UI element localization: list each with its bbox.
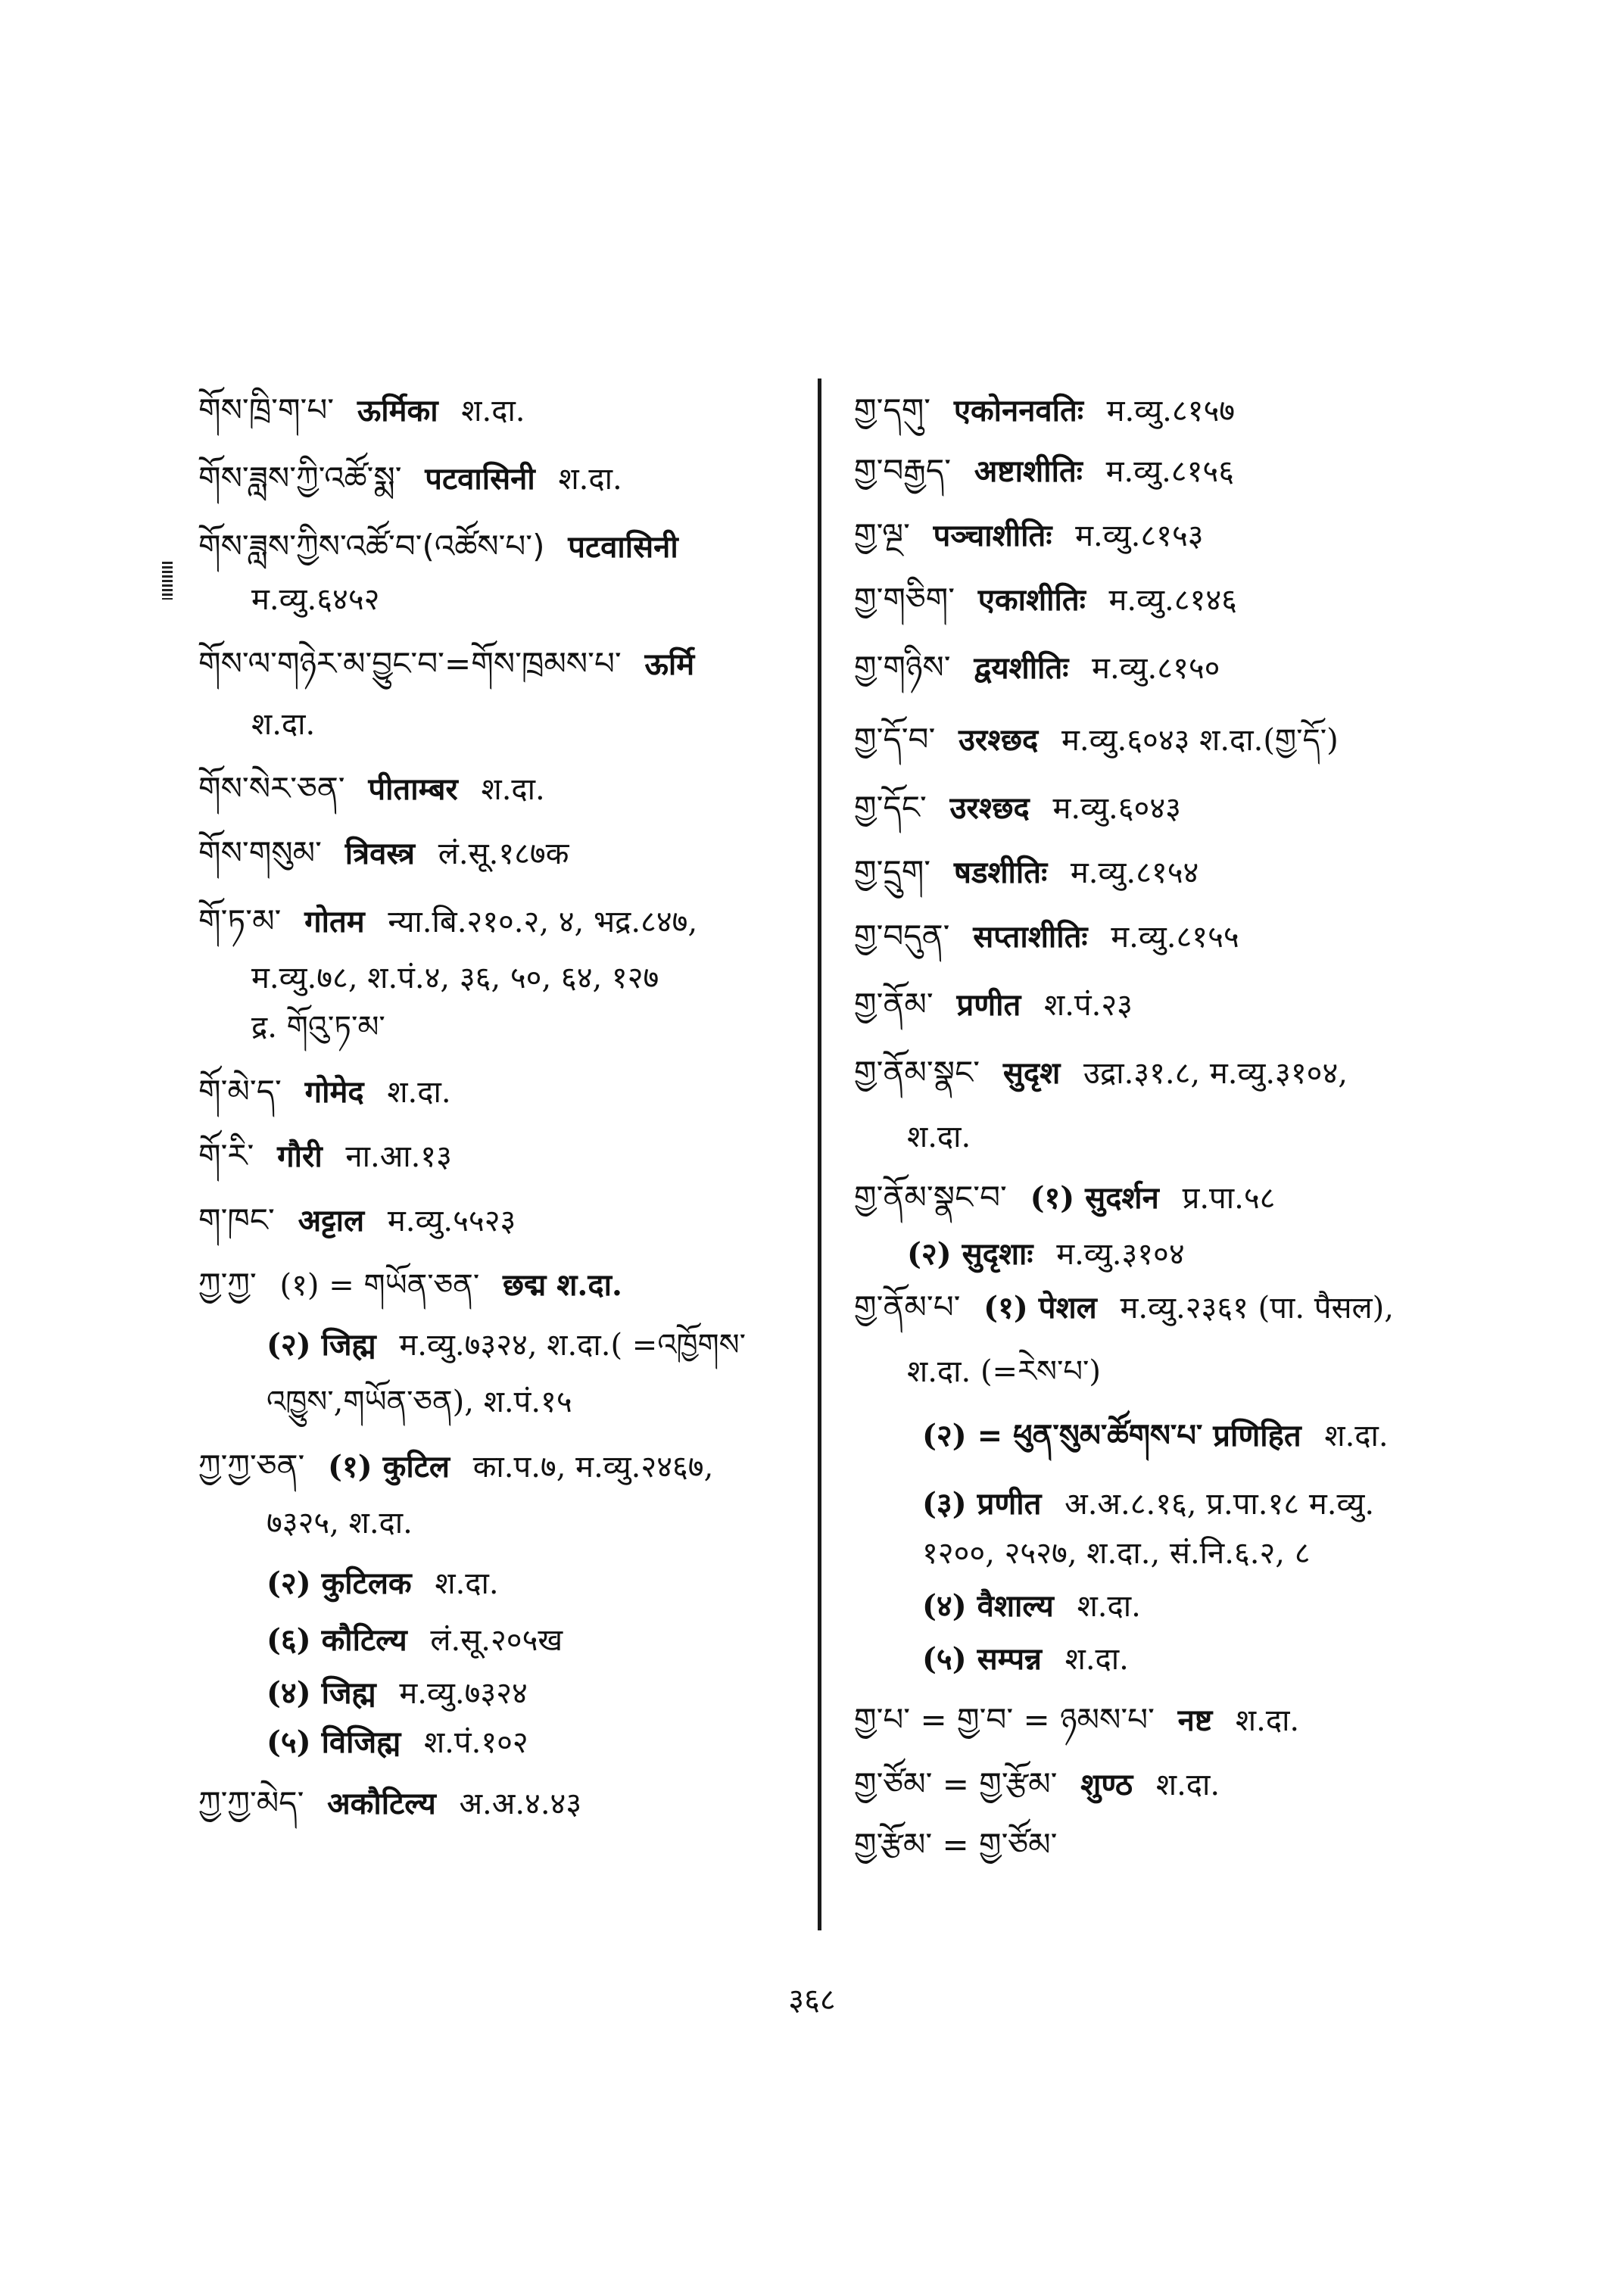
sanskrit-equivalent: उरश्छद bbox=[949, 790, 1030, 826]
sanskrit-equivalent: एकोननवतिः bbox=[953, 393, 1083, 428]
source-reference: म.व्यु.७८, श.पं.४, ३६, ५०, ६४, १२७ bbox=[251, 961, 659, 995]
sanskrit-equivalent: (५) सम्पन्न bbox=[922, 1641, 1042, 1677]
tibetan-headword: ཀྱ་ཀྱ་ཅན་ bbox=[198, 1447, 305, 1485]
sanskrit-equivalent: पटवासिनी bbox=[568, 529, 678, 565]
tibetan-headword: གོས་སེར་ཅན་ bbox=[198, 770, 345, 807]
entry-line bbox=[198, 768, 545, 809]
source-reference: श.दा. bbox=[481, 772, 545, 807]
entry-line bbox=[854, 579, 1237, 620]
source-reference: अ.अ.८.१६, प्र.पा.१८ म.व्यु. bbox=[1064, 1487, 1375, 1522]
tibetan-headword: གོས་ལ་གཉེར་མ་བྱུང་བ་=གོས་ཁྲམས་པ་ bbox=[198, 645, 622, 682]
tibetan-headword: གྱ་གཅིག་ bbox=[854, 581, 955, 618]
source-reference: श.दा. (=རེས་པ་) bbox=[907, 1354, 1102, 1389]
source-reference: श.दा. bbox=[558, 462, 622, 497]
sanskrit-equivalent: (६) कौटिल्य bbox=[267, 1622, 407, 1658]
cross-reference: द्र. གོའུ་ཏ་མ་ bbox=[251, 1010, 385, 1045]
source-reference: श.दा. bbox=[461, 394, 525, 428]
source-reference: का.प.७, म.व्यु.२४६७, bbox=[472, 1450, 714, 1485]
tibetan-headword: གྱ་དྲུག་ bbox=[854, 853, 931, 890]
entry-line bbox=[854, 852, 1199, 893]
source-reference: उद्रा.३१.८, म.व्यु.३१०४, bbox=[1083, 1056, 1348, 1091]
sanskrit-equivalent: (१) सुदर्शन bbox=[1030, 1180, 1159, 1216]
sanskrit-equivalent: ऊर्मि bbox=[644, 646, 695, 682]
tibetan-headword: གྱ་ནོམ་སྣང་ bbox=[854, 1054, 980, 1091]
sanskrit-equivalent: (४) जिह्म bbox=[267, 1675, 376, 1711]
tibetan-headword: གྱ་བརྒྱད་ bbox=[854, 452, 952, 489]
tibetan-headword: གྱ་གཉིས་ bbox=[854, 649, 951, 686]
sanskrit-equivalent: षडशीतिः bbox=[953, 855, 1048, 890]
sanskrit-equivalent: अट्टाल bbox=[298, 1203, 365, 1238]
source-reference: म.व्यु.८१५७ bbox=[1106, 394, 1236, 428]
sense-line bbox=[922, 1639, 1129, 1680]
source-reference: म.व्यु.८१५५ bbox=[1111, 920, 1239, 955]
sanskrit-equivalent: (४) वैशाल्य bbox=[922, 1588, 1054, 1624]
source-reference: म.व्यु.६४५२ bbox=[251, 582, 380, 617]
entry-continuation bbox=[267, 1503, 413, 1544]
entry-line bbox=[198, 901, 697, 942]
sanskrit-equivalent: प्रणीत bbox=[956, 987, 1021, 1023]
tibetan-headword: གོས་ཟླས་ཀྱིས་འཚོ་བ་(འཚོས་པ་) bbox=[198, 528, 545, 565]
entry-line bbox=[854, 1699, 1299, 1740]
tibetan-headword: གྱ་ནོམ་སྣང་བ་ bbox=[854, 1179, 1007, 1216]
tibetan-headword: ག་ཁང་ bbox=[198, 1201, 275, 1238]
source-reference: म.व्यु.८१५६ bbox=[1105, 454, 1234, 489]
source-reference: म.व्यु.६०४३ श.दा.(གྱ་དོ་) bbox=[1061, 723, 1339, 758]
sanskrit-equivalent: पीताम्बर bbox=[368, 771, 458, 807]
tibetan-headword: གྱ་དོ་བ་ bbox=[854, 721, 936, 758]
source-reference: म.व्यु.८१४६ bbox=[1108, 583, 1237, 618]
tibetan-headword: གོ་མེ་ད་ bbox=[198, 1073, 282, 1110]
source-reference: अ.अ.४.४३ bbox=[459, 1787, 582, 1821]
entry-line bbox=[854, 787, 1181, 828]
sanskrit-equivalent: त्रिवस्त्र bbox=[344, 836, 416, 871]
sanskrit-equivalent: सुदृश bbox=[1002, 1055, 1061, 1091]
entry-line bbox=[854, 1287, 1394, 1328]
sanskrit-equivalent: द्वयशीतिः bbox=[974, 650, 1069, 686]
sanskrit-equivalent: अकौटिल्य bbox=[327, 1786, 436, 1821]
source-reference: न्या.बि.२१०.२, ४, भद्र.८४७, bbox=[388, 905, 698, 939]
entry-line bbox=[854, 647, 1220, 688]
entry-line bbox=[854, 390, 1235, 431]
sense-gloss: (१) = གཡོན་ཅན་ bbox=[279, 1268, 480, 1303]
entry-continuation bbox=[251, 579, 379, 620]
tibetan-headword: ཀྱ་ཀྱ་ bbox=[198, 1266, 257, 1303]
source-reference: लं.सू.१८७क bbox=[438, 837, 569, 871]
source-reference: म.व्यु.८१५० bbox=[1092, 651, 1220, 686]
source-reference: ७३२५, श.दा. bbox=[267, 1506, 413, 1541]
tibetan-headword: གོ་རི་ bbox=[198, 1137, 254, 1174]
entry-line bbox=[854, 916, 1239, 957]
sanskrit-equivalent: अष्टाशीतिः bbox=[974, 453, 1083, 489]
tibetan-headword: གྱ་རྩོམ་ = གྱ་ཙོམ་ bbox=[854, 1826, 1058, 1863]
source-reference: श.दा. bbox=[1064, 1642, 1129, 1677]
sense-line bbox=[267, 1620, 563, 1661]
source-reference: म.व्यु.५५२३ bbox=[387, 1204, 516, 1238]
source-reference: श.दा. bbox=[907, 1120, 971, 1154]
entry-line bbox=[198, 1783, 581, 1824]
sanskrit-equivalent: सप्ताशीतिः bbox=[973, 919, 1088, 955]
tibetan-headword: གྱ་དོང་ bbox=[854, 789, 927, 826]
sense-line bbox=[907, 1234, 1185, 1275]
source-reference: १२००, २५२७, श.दा., सं.नि.६.२, ८ bbox=[922, 1536, 1311, 1571]
source-reference: म.व्यु.८१५३ bbox=[1075, 519, 1204, 553]
entry-line bbox=[198, 1136, 452, 1176]
source-reference: श.दा. bbox=[1155, 1768, 1220, 1802]
sense-line bbox=[267, 1325, 746, 1366]
source-reference: श.दा. bbox=[1324, 1419, 1389, 1453]
source-reference: श.दा. bbox=[435, 1566, 499, 1601]
entry-continuation bbox=[267, 1382, 572, 1422]
tibetan-headword: གྱ་པ་ = གྱ་བ་ = ཉམས་པ་ bbox=[854, 1701, 1155, 1738]
sanskrit-equivalent: (२) सुदृशाः bbox=[907, 1236, 1033, 1272]
entry-line bbox=[854, 984, 1133, 1025]
entry-continuation bbox=[251, 958, 659, 999]
sanskrit-equivalent: नष्ट bbox=[1177, 1703, 1213, 1738]
sanskrit-equivalent: (३) प्रणीत bbox=[922, 1486, 1042, 1522]
margin-tick-marks bbox=[162, 562, 173, 600]
entry-line bbox=[198, 833, 569, 874]
sanskrit-equivalent: गोतम bbox=[304, 904, 365, 939]
source-reference: म.व्यु.८१५४ bbox=[1070, 855, 1199, 890]
tibetan-headword: གྱ་བདུན་ bbox=[854, 918, 950, 955]
tibetan-headword: གྱ་དགུ་ bbox=[854, 391, 931, 428]
tibetan-headword: གྱ་ནོམ་པ་ bbox=[854, 1288, 961, 1326]
source-reference: म.व्यु.२३६१ (पा. पैसल), bbox=[1120, 1291, 1394, 1326]
entry-line bbox=[198, 1264, 622, 1305]
tibetan-headword: ཀྱ་ཀྱ་མེད་ bbox=[198, 1784, 304, 1821]
tibetan-headword: གོས་གསུམ་ bbox=[198, 834, 322, 871]
sense-line bbox=[267, 1563, 499, 1604]
sense-line bbox=[267, 1722, 528, 1763]
sanskrit-equivalent: छद्म श.दा. bbox=[502, 1267, 622, 1303]
sense-line bbox=[922, 1484, 1374, 1525]
source-reference: श.पं.१०२ bbox=[423, 1725, 528, 1760]
source-reference: ना.आ.१३ bbox=[345, 1139, 452, 1174]
entry-continuation bbox=[922, 1533, 1311, 1574]
entry-line bbox=[198, 458, 622, 499]
sanskrit-equivalent: शुण्ठ bbox=[1080, 1767, 1133, 1802]
entry-line bbox=[198, 1446, 713, 1487]
source-reference: श.दा. bbox=[1235, 1703, 1300, 1738]
source-reference: श.दा. bbox=[387, 1075, 451, 1110]
sanskrit-equivalent: (१) पेशल bbox=[983, 1290, 1097, 1326]
entry-continuation bbox=[907, 1351, 1101, 1392]
sanskrit-equivalent: ऊर्मिका bbox=[357, 393, 438, 428]
sanskrit-equivalent: (५) विजिह्म bbox=[267, 1724, 401, 1760]
entry-line bbox=[198, 1071, 451, 1112]
entry-line bbox=[198, 526, 678, 567]
sense-line bbox=[267, 1673, 528, 1714]
sanskrit-equivalent: गौरी bbox=[277, 1139, 323, 1174]
tibetan-headword: གོས་ཟླས་ཀྱི་འཚོ་སྨ་ bbox=[198, 460, 402, 497]
source-reference: म.व्यु.३१०४ bbox=[1056, 1237, 1185, 1272]
source-reference: འཁྱུས་,གཡོན་ཅན), श.पं.१५ bbox=[267, 1385, 572, 1419]
tibetan-headword: གོ་ཏ་མ་ bbox=[198, 902, 282, 939]
entry-line bbox=[198, 1200, 516, 1241]
entry-line bbox=[854, 719, 1339, 760]
sanskrit-equivalent: पञ्चाशीतिः bbox=[933, 518, 1052, 553]
sense-line bbox=[922, 1416, 1389, 1456]
entry-line bbox=[198, 643, 694, 684]
entry-line bbox=[854, 1052, 1348, 1093]
sense-line bbox=[922, 1586, 1141, 1627]
entry-line bbox=[198, 390, 525, 431]
source-reference: श.पं.२३ bbox=[1044, 988, 1133, 1023]
tibetan-headword: གྱ་ལྔ་ bbox=[854, 516, 910, 553]
entry-line bbox=[854, 1177, 1275, 1218]
source-reference: म.व्यु.६०४३ bbox=[1052, 791, 1181, 826]
source-reference: श.दा. bbox=[1077, 1589, 1141, 1624]
entry-line bbox=[854, 515, 1204, 556]
source-reference: म.व्यु.७३२४ bbox=[399, 1676, 528, 1711]
sanskrit-equivalent: गोमेद bbox=[304, 1074, 364, 1110]
tibetan-headword: གྱ་ནོམ་ bbox=[854, 986, 934, 1023]
sanskrit-equivalent: एकाशीतिः bbox=[977, 582, 1086, 618]
sanskrit-equivalent: पटवासिनी bbox=[425, 461, 535, 497]
sanskrit-equivalent: (१) कुटिल bbox=[328, 1449, 450, 1485]
entry-continuation bbox=[251, 1007, 385, 1048]
sanskrit-equivalent: उरश्छद bbox=[959, 722, 1039, 758]
column-divider bbox=[818, 379, 821, 1930]
tibetan-headword: གོས་ཁྲི་ག་པ་ bbox=[198, 391, 335, 428]
entry-continuation bbox=[251, 704, 315, 745]
entry-continuation bbox=[907, 1117, 971, 1157]
sanskrit-equivalent: (२) जिह्म bbox=[267, 1327, 376, 1363]
source-reference: श.दा. bbox=[251, 707, 316, 742]
entry-line bbox=[854, 1764, 1220, 1805]
source-reference: लं.सू.२०५ख bbox=[430, 1623, 563, 1658]
tibetan-headword: གྱ་ཙོམ་ = གྱ་རྩོམ་ bbox=[854, 1765, 1058, 1802]
entry-line bbox=[854, 450, 1234, 491]
source-reference: म.व्यु.७३२४, श.दा.( =འཁྱོགས་ bbox=[399, 1328, 747, 1363]
sanskrit-equivalent: (२) = ཕུན་སུམ་ཚོགས་པ་ प्रणिहित bbox=[922, 1418, 1301, 1453]
entry-line bbox=[854, 1824, 1057, 1865]
source-reference: प्र.पा.५८ bbox=[1182, 1181, 1276, 1216]
sanskrit-equivalent: (२) कुटिलक bbox=[267, 1566, 412, 1601]
page-number: ३६८ bbox=[788, 1983, 836, 2017]
